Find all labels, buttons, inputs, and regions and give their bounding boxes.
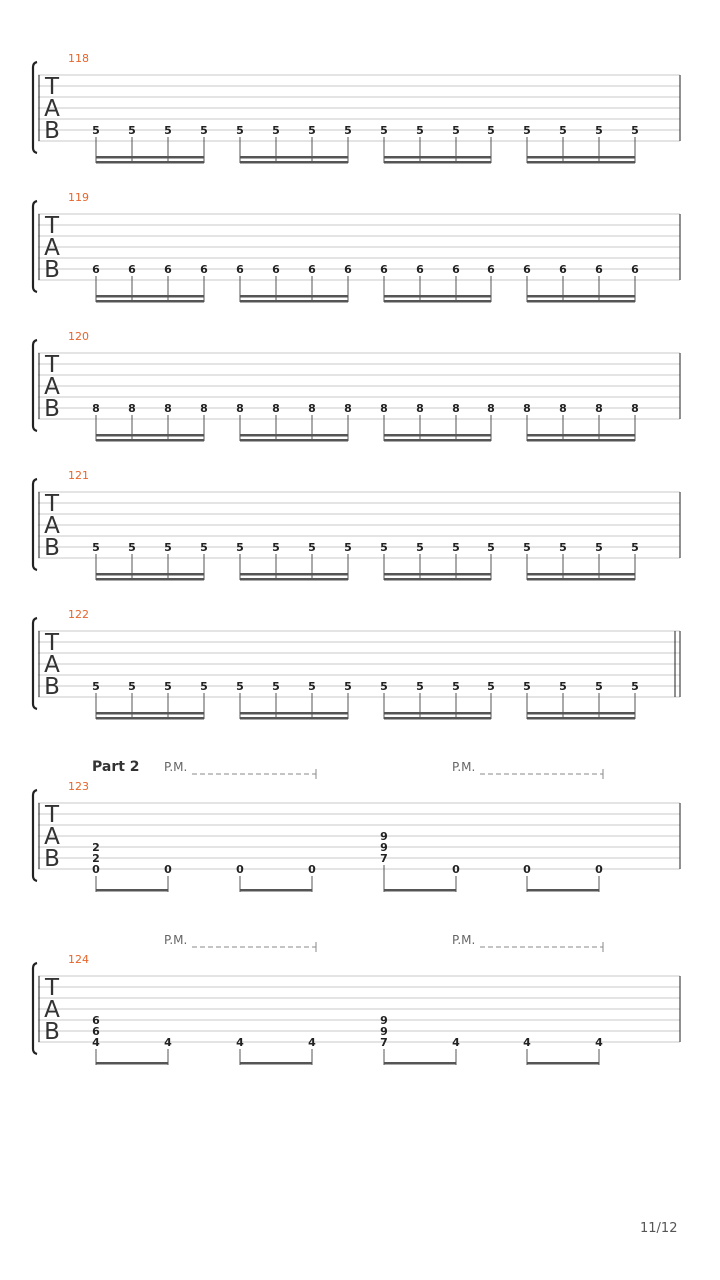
- fret-number: 5: [487, 541, 495, 554]
- tab-clef-letter: A: [44, 824, 60, 850]
- beam-secondary: [240, 161, 348, 164]
- beam-primary: [527, 156, 635, 159]
- tab-clef-letter: A: [44, 513, 60, 539]
- fret-number: 5: [308, 124, 316, 137]
- beam-eighth: [384, 1062, 456, 1065]
- tab-clef-letter: B: [44, 674, 60, 700]
- fret-number: 5: [487, 124, 495, 137]
- fret-number: 5: [380, 124, 388, 137]
- fret-number: 8: [128, 402, 136, 415]
- fret-number: 5: [272, 124, 280, 137]
- fret-number: 6: [92, 1014, 100, 1027]
- fret-number: 4: [452, 1036, 460, 1049]
- beam-primary: [240, 434, 348, 437]
- beam-primary: [240, 156, 348, 159]
- fret-number: 2: [92, 841, 100, 854]
- fret-number: 2: [92, 852, 100, 865]
- fret-number: 5: [92, 541, 100, 554]
- measure-number: 119: [68, 191, 89, 204]
- beam-secondary: [384, 717, 491, 720]
- tab-system-119: [33, 191, 680, 303]
- fret-number: 7: [380, 1036, 388, 1049]
- beam-eighth: [96, 1062, 168, 1065]
- fret-number: 6: [595, 263, 603, 276]
- fret-number: 5: [344, 541, 352, 554]
- fret-number: 0: [308, 863, 316, 876]
- palm-mute-label: P.M.: [164, 933, 188, 947]
- measure-number: 120: [68, 330, 89, 343]
- beam-secondary: [384, 300, 491, 303]
- tab-clef-letter: B: [44, 396, 60, 422]
- beam-secondary: [240, 578, 348, 581]
- fret-number: 5: [416, 541, 424, 554]
- beam-secondary: [96, 161, 204, 164]
- tab-clef-letter: A: [44, 235, 60, 261]
- tab-clef-letter: T: [44, 74, 60, 100]
- beam-secondary: [240, 300, 348, 303]
- fret-number: 8: [595, 402, 603, 415]
- fret-number: 5: [164, 680, 172, 693]
- fret-number: 5: [559, 541, 567, 554]
- fret-number: 6: [128, 263, 136, 276]
- fret-number: 9: [380, 841, 388, 854]
- beam-eighth: [96, 889, 168, 892]
- tab-clef-letter: B: [44, 257, 60, 283]
- beam-secondary: [96, 439, 204, 442]
- fret-number: 6: [416, 263, 424, 276]
- fret-number: 5: [523, 541, 531, 554]
- beam-secondary: [96, 578, 204, 581]
- fret-number: 5: [452, 541, 460, 554]
- fret-number: 9: [380, 830, 388, 843]
- fret-number: 0: [92, 863, 100, 876]
- fret-number: 5: [523, 124, 531, 137]
- fret-number: 5: [164, 541, 172, 554]
- beam-secondary: [96, 300, 204, 303]
- tab-clef-letter: T: [44, 491, 60, 517]
- fret-number: 5: [380, 680, 388, 693]
- fret-number: 5: [631, 680, 639, 693]
- fret-number: 5: [595, 680, 603, 693]
- fret-number: 6: [272, 263, 280, 276]
- beam-secondary: [384, 578, 491, 581]
- fret-number: 4: [595, 1036, 603, 1049]
- fret-number: 5: [416, 124, 424, 137]
- beam-primary: [96, 573, 204, 576]
- fret-number: 5: [416, 680, 424, 693]
- fret-number: 6: [559, 263, 567, 276]
- fret-number: 8: [523, 402, 531, 415]
- fret-number: 8: [631, 402, 639, 415]
- system-bracket: [33, 340, 37, 431]
- beam-primary: [527, 573, 635, 576]
- fret-number: 6: [164, 263, 172, 276]
- fret-number: 5: [236, 541, 244, 554]
- fret-number: 5: [595, 541, 603, 554]
- beam-secondary: [527, 161, 635, 164]
- fret-number: 5: [128, 541, 136, 554]
- fret-number: 5: [631, 541, 639, 554]
- fret-number: 5: [380, 541, 388, 554]
- fret-number: 8: [487, 402, 495, 415]
- fret-number: 5: [200, 124, 208, 137]
- beam-secondary: [527, 439, 635, 442]
- fret-number: 8: [92, 402, 100, 415]
- fret-number: 5: [92, 124, 100, 137]
- fret-number: 5: [487, 680, 495, 693]
- system-bracket: [33, 479, 37, 570]
- fret-number: 6: [200, 263, 208, 276]
- palm-mute-label: P.M.: [452, 760, 476, 774]
- tab-clef-letter: T: [44, 213, 60, 239]
- fret-number: 5: [164, 124, 172, 137]
- fret-number: 8: [236, 402, 244, 415]
- fret-number: 0: [164, 863, 172, 876]
- beam-eighth: [527, 889, 599, 892]
- tab-clef-letter: A: [44, 652, 60, 678]
- measure-number: 122: [68, 608, 89, 621]
- measure-number: 124: [68, 953, 89, 966]
- measure-number: 123: [68, 780, 89, 793]
- tab-system-124: [33, 933, 680, 1065]
- fret-number: 8: [452, 402, 460, 415]
- fret-number: 5: [452, 124, 460, 137]
- beam-eighth: [527, 1062, 599, 1065]
- beam-primary: [384, 712, 491, 715]
- fret-number: 5: [523, 680, 531, 693]
- tab-clef-letter: T: [44, 630, 60, 656]
- fret-number: 5: [272, 680, 280, 693]
- palm-mute-label: P.M.: [452, 933, 476, 947]
- measure-number: 118: [68, 52, 89, 65]
- fret-number: 5: [344, 680, 352, 693]
- fret-number: 5: [308, 680, 316, 693]
- fret-number: 8: [164, 402, 172, 415]
- tab-clef-letter: B: [44, 535, 60, 561]
- fret-number: 5: [128, 680, 136, 693]
- fret-number: 5: [200, 541, 208, 554]
- fret-number: 8: [559, 402, 567, 415]
- system-bracket: [33, 963, 37, 1054]
- beam-secondary: [527, 300, 635, 303]
- beam-secondary: [527, 578, 635, 581]
- fret-number: 8: [272, 402, 280, 415]
- beam-eighth: [240, 889, 312, 892]
- beam-primary: [384, 573, 491, 576]
- beam-secondary: [240, 439, 348, 442]
- fret-number: 6: [236, 263, 244, 276]
- fret-number: 6: [631, 263, 639, 276]
- fret-number: 8: [416, 402, 424, 415]
- beam-secondary: [96, 717, 204, 720]
- beam-primary: [240, 295, 348, 298]
- fret-number: 0: [595, 863, 603, 876]
- fret-number: 6: [380, 263, 388, 276]
- tab-system-123: [33, 759, 680, 892]
- fret-number: 6: [487, 263, 495, 276]
- fret-number: 7: [380, 852, 388, 865]
- system-bracket: [33, 62, 37, 153]
- fret-number: 8: [200, 402, 208, 415]
- tab-system-121: [33, 469, 680, 581]
- fret-number: 6: [308, 263, 316, 276]
- tab-clef-letter: A: [44, 374, 60, 400]
- system-bracket: [33, 790, 37, 881]
- beam-secondary: [384, 439, 491, 442]
- tab-clef-letter: T: [44, 802, 60, 828]
- fret-number: 5: [559, 124, 567, 137]
- fret-number: 8: [344, 402, 352, 415]
- fret-number: 4: [236, 1036, 244, 1049]
- beam-primary: [527, 434, 635, 437]
- fret-number: 5: [344, 124, 352, 137]
- tab-clef-letter: A: [44, 997, 60, 1023]
- fret-number: 5: [272, 541, 280, 554]
- tab-system-122: [33, 608, 680, 720]
- beam-primary: [384, 295, 491, 298]
- fret-number: 6: [452, 263, 460, 276]
- beam-primary: [96, 712, 204, 715]
- tab-clef-letter: B: [44, 118, 60, 144]
- fret-number: 0: [523, 863, 531, 876]
- beam-primary: [527, 295, 635, 298]
- fret-number: 0: [236, 863, 244, 876]
- fret-number: 0: [452, 863, 460, 876]
- fret-number: 9: [380, 1014, 388, 1027]
- palm-mute-label: P.M.: [164, 760, 188, 774]
- fret-number: 5: [92, 680, 100, 693]
- tab-clef-letter: B: [44, 846, 60, 872]
- fret-number: 5: [236, 680, 244, 693]
- tab-system-118: [33, 52, 680, 164]
- beam-primary: [384, 434, 491, 437]
- fret-number: 5: [595, 124, 603, 137]
- page-number: 11/12: [640, 1221, 678, 1236]
- tab-clef-letter: A: [44, 96, 60, 122]
- fret-number: 5: [631, 124, 639, 137]
- beam-primary: [96, 295, 204, 298]
- fret-number: 5: [128, 124, 136, 137]
- fret-number: 5: [200, 680, 208, 693]
- tab-clef-letter: B: [44, 1019, 60, 1045]
- beam-secondary: [240, 717, 348, 720]
- beam-primary: [384, 156, 491, 159]
- system-bracket: [33, 618, 37, 709]
- fret-number: 4: [308, 1036, 316, 1049]
- fret-number: 4: [523, 1036, 531, 1049]
- fret-number: 4: [164, 1036, 172, 1049]
- fret-number: 6: [92, 1025, 100, 1038]
- fret-number: 8: [308, 402, 316, 415]
- fret-number: 8: [380, 402, 388, 415]
- fret-number: 5: [559, 680, 567, 693]
- beam-primary: [96, 434, 204, 437]
- beam-secondary: [527, 717, 635, 720]
- fret-number: 5: [236, 124, 244, 137]
- beam-secondary: [384, 161, 491, 164]
- fret-number: 4: [92, 1036, 100, 1049]
- fret-number: 5: [452, 680, 460, 693]
- fret-number: 6: [344, 263, 352, 276]
- beam-eighth: [240, 1062, 312, 1065]
- tab-clef-letter: T: [44, 975, 60, 1001]
- fret-number: 6: [523, 263, 531, 276]
- beam-primary: [96, 156, 204, 159]
- tab-clef-letter: T: [44, 352, 60, 378]
- section-label: Part 2: [92, 759, 140, 775]
- measure-number: 121: [68, 469, 89, 482]
- beam-primary: [240, 712, 348, 715]
- fret-number: 9: [380, 1025, 388, 1038]
- system-bracket: [33, 201, 37, 292]
- beam-primary: [240, 573, 348, 576]
- beam-eighth: [384, 889, 456, 892]
- fret-number: 6: [92, 263, 100, 276]
- beam-primary: [527, 712, 635, 715]
- tab-system-120: [33, 330, 680, 442]
- fret-number: 5: [308, 541, 316, 554]
